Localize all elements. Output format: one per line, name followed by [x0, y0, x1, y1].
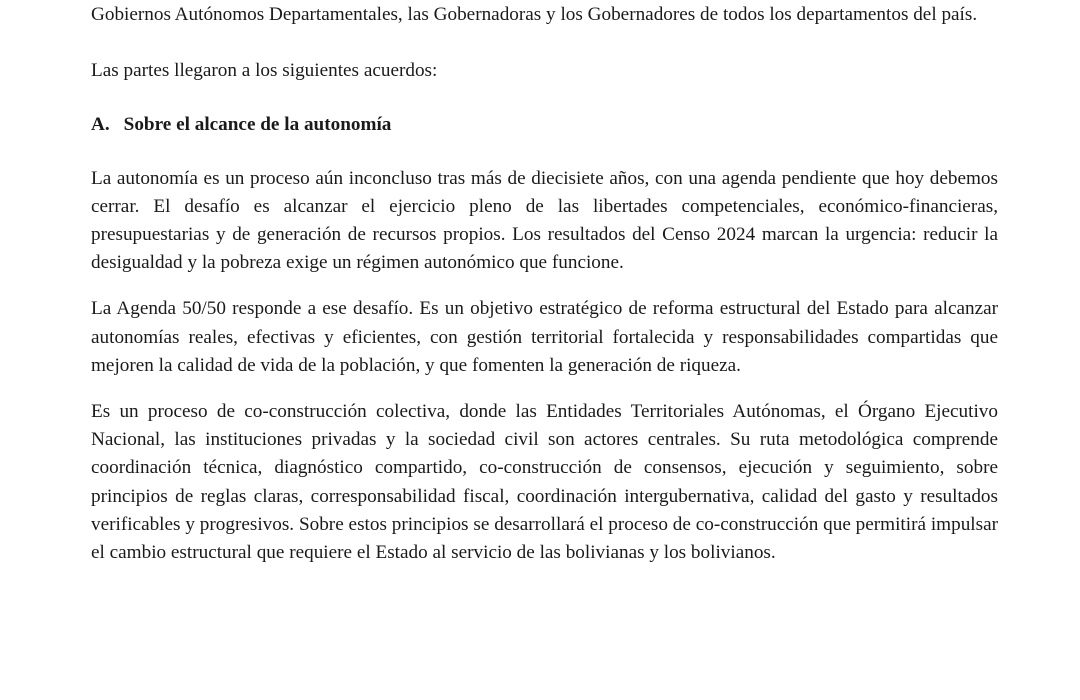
document-page [91, 0, 998, 567]
body-paragraph-3: Es un proceso de co-construcción colectiva, donde las Entidades Territoriales Autónomas, el Órgano Ejecutivo Nacional, las instituciones privadas y la sociedad civil son actores centrales. Su ruta metodológica comprende coordinación técnica, diagnóstico compartido, co-construcción de consensos, ejecución y seguimiento, sobre principios de reglas claras, corresponsabilidad fiscal, coordinación intergubernativa, calidad del gasto y resultados verificables y progresivos. Sobre estos principios se desarrollará el proceso de co-construcción que permitirá impulsar el cambio estructural que requiere el Estado al servicio de las bolivianas y los bolivianos. [91, 401, 998, 564]
lead-paragraph: Las partes llegaron a los siguientes acuerdos: [91, 60, 438, 82]
body-paragraph-2: La Agenda 50/50 responde a ese desafío. Es un objetivo estratégico de reforma estructural del Estado para alcanzar autonomías reales, efectivas y eficientes, con gestión territorial fortalecida y responsabilidades compartidas que mejoren la calidad de vida de la población, y que fomenten la generación de riqueza. [91, 298, 998, 376]
section-title: Sobre el alcance de la autonomía [123, 114, 392, 136]
section-number: A. [91, 114, 110, 136]
section-heading [91, 111, 998, 139]
intro-paragraph: Gobiernos Autónomos Departamentales, las Gobernadoras y los Gobernadores de todos los departamentos del país. [91, 4, 978, 25]
body-paragraph-1: La autonomía es un proceso aún inconcluso tras más de diecisiete años, con una agenda pendiente que hoy debemos cerrar. El desafío es alcanzar el ejercicio pleno de las libertades competenciales, económico-financieras, presupuestarias y de generación de recursos propios. Los resultados del Censo 2024 marcan la urgencia: reducir la desigualdad y la pobreza exige un régimen autonómico que funcione. [91, 167, 998, 274]
